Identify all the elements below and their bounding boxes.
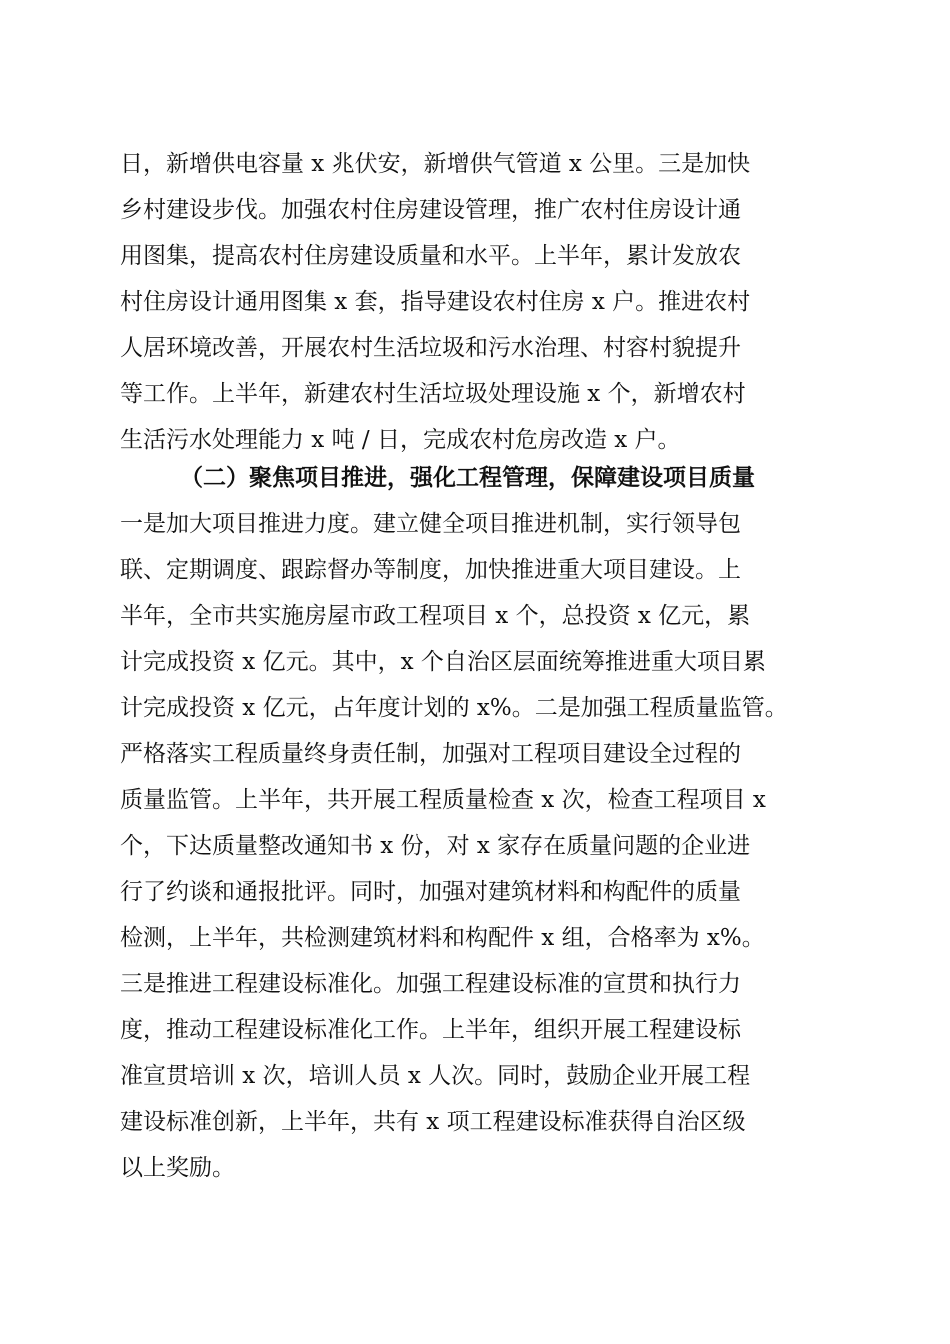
body-text-line: 检测，上半年，共检测建筑材料和构配件 x 组，合格率为 x%。 [120, 925, 765, 951]
body-text-line: 人居环境改善，开展农村生活垃圾和污水治理、村容村貌提升 [120, 335, 741, 361]
body-text-line: 严格落实工程质量终身责任制，加强对工程项目建设全过程的 [120, 741, 741, 767]
body-text-line: 一是加大项目推进力度。建立健全项目推进机制，实行领导包 [120, 511, 741, 537]
body-text-line: 以上奖励。 [120, 1155, 235, 1181]
body-text-line: 三是推进工程建设标准化。加强工程建设标准的宣贯和执行力 [120, 971, 741, 997]
body-text-line: 用图集，提高农村住房建设质量和水平。上半年，累计发放农 [120, 243, 741, 269]
section-heading: （二）聚焦项目推进，强化工程管理，保障建设项目质量 [180, 465, 755, 491]
body-text-line: 村住房设计通用图集 x 套，指导建设农村住房 x 户。推进农村 [120, 289, 751, 315]
body-text-line: 建设标准创新，上半年，共有 x 项工程建设标准获得自治区级 [120, 1109, 746, 1135]
body-text-line: 行了约谈和通报批评。同时，加强对建筑材料和构配件的质量 [120, 879, 741, 905]
body-text-line: 联、定期调度、跟踪督办等制度，加快推进重大项目建设。上 [120, 557, 741, 583]
body-text-line: 准宣贯培训 x 次，培训人员 x 人次。同时，鼓励企业开展工程 [120, 1063, 751, 1089]
body-text-line: 度，推动工程建设标准化工作。上半年，组织开展工程建设标 [120, 1017, 741, 1043]
body-text-line: 生活污水处理能力 x 吨 / 日，完成农村危房改造 x 户。 [120, 427, 681, 453]
body-text-line: 计完成投资 x 亿元。其中，x 个自治区层面统筹推进重大项目累 [120, 649, 766, 675]
body-text-line: 质量监管。上半年，共开展工程质量检查 x 次，检查工程项目 x [120, 787, 766, 813]
body-text-line: 个，下达质量整改通知书 x 份，对 x 家存在质量问题的企业进 [120, 833, 751, 859]
body-text-line: 乡村建设步伐。加强农村住房建设管理，推广农村住房设计通 [120, 197, 741, 223]
body-text-line: 半年，全市共实施房屋市政工程项目 x 个，总投资 x 亿元，累 [120, 603, 751, 629]
body-text-line: 日，新增供电容量 x 兆伏安，新增供气管道 x 公里。三是加快 [120, 151, 751, 177]
body-text-line: 等工作。上半年，新建农村生活垃圾处理设施 x 个，新增农村 [120, 381, 746, 407]
body-text-line: 计完成投资 x 亿元，占年度计划的 x%。二是加强工程质量监管。 [120, 695, 788, 721]
